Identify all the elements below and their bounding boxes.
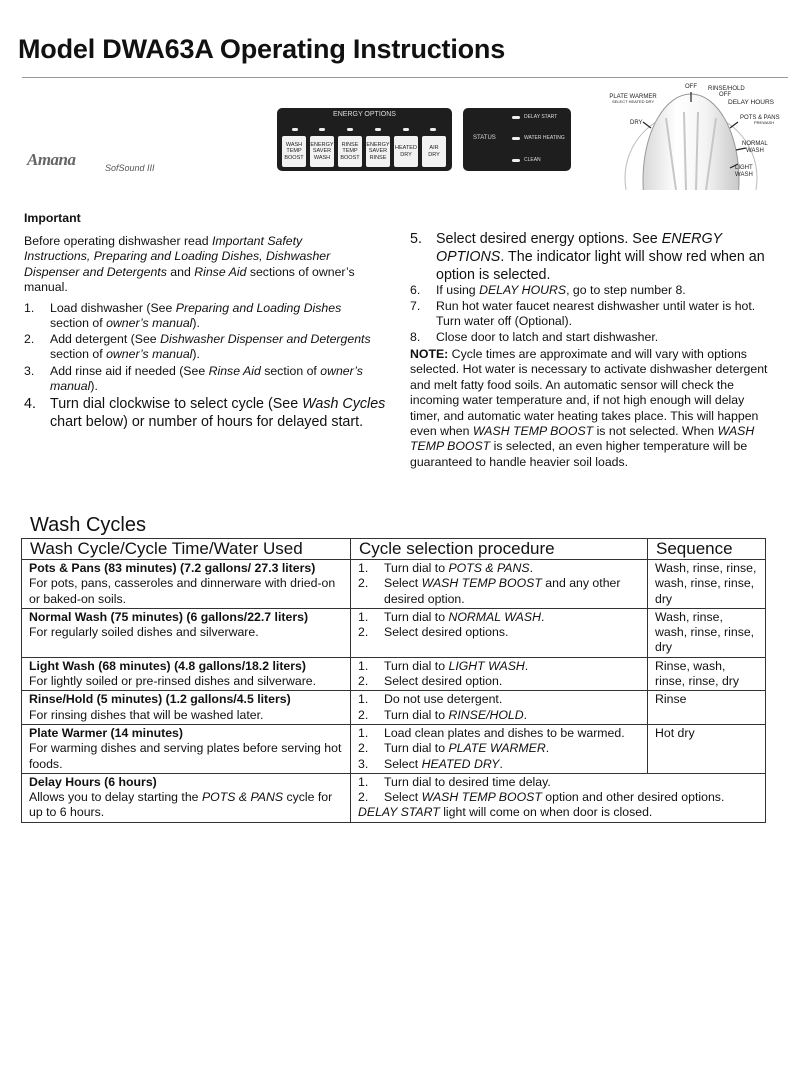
procedure-cell: 1. Do not use detergent. 2. Turn dial to RINSE/HOLD.: [351, 691, 648, 725]
step-number: 2.: [24, 332, 35, 346]
air-dry-button: AIR DRY: [422, 136, 446, 167]
dial-knob: [643, 94, 739, 190]
heated-dry-button: HEATED DRY: [394, 136, 418, 167]
table-row: [22, 724, 766, 773]
dial-label-pots-pans-sub: PREWASH: [754, 120, 775, 125]
dial-label-pots-pans: POTS & PANS: [740, 115, 780, 121]
step-text: Load dishwasher (See Preparing and Loading Dishes section of owner’s manual).: [50, 301, 342, 331]
cycle-cell: Pots & Pans (83 minutes) (7.2 gallons/ 27.3 liters) For pots, pans, casseroles and dinnerware with dried-on or baked-on soils.: [22, 560, 351, 609]
dial-label-light: LIGHT: [735, 165, 753, 171]
indicator-led: [403, 128, 409, 131]
energy-saver-wash-button: ENERGY SAVER WASH: [310, 136, 334, 167]
dial-label-off-2: OFF: [719, 92, 731, 98]
note-label: NOTE:: [410, 347, 449, 361]
brand-logo: Amana: [27, 150, 76, 169]
column-header: Sequence: [648, 539, 766, 560]
sequence-cell: Wash, rinse, rinse, wash, rinse, rinse, dry: [648, 560, 766, 609]
wash-temp-boost-button: WASH TEMP BOOST: [282, 136, 306, 167]
intro-paragraph: [24, 234, 369, 296]
step-text: If using DELAY HOURS, go to step number 8.: [436, 283, 686, 297]
table-header-row: [22, 539, 766, 560]
sequence-cell: Rinse: [648, 691, 766, 725]
table-row: [22, 608, 766, 657]
intro-text: Before operating dishwasher read: [24, 234, 212, 248]
intro-italic: Important Safety Instructions, Preparing and Loading Dishes, Dishwasher Dispenser and Detergents: [24, 234, 331, 279]
water-heating-led: [512, 137, 520, 140]
dial-label-plate-warmer-sub: SELECT HEATED DRY: [611, 99, 655, 104]
cycle-dial: [578, 78, 788, 190]
sequence-cell: Hot dry: [648, 724, 766, 773]
note-paragraph: NOTE: Cycle times are approximate and will vary with options selected. Hot water is necessary to activate dishwasher detergent and melt fatty food soils. An automatic sensor will check the incoming water temperature and, if not high enough will delay timer, and automatic water heating takes place. This will happen even when WASH TEMP BOOST is not selected. When WASH TEMP BOOST is selected, an even higher temperature will be guaranteed to handle heavier soil loads.: [410, 347, 768, 469]
procedure-cell: 1. Turn dial to POTS & PANS. 2. Select WASH TEMP BOOST and any other desired option.: [351, 560, 648, 609]
column-header: Cycle selection procedure: [351, 539, 648, 560]
clean-label: CLEAN: [524, 157, 541, 163]
brand-model-name: SofSound III: [105, 163, 155, 173]
step-text: Select desired energy options. See ENERGY OPTIONS. The indicator light will show red when an option is selected.: [436, 231, 765, 283]
cycle-cell: Normal Wash (75 minutes) (6 gallons/22.7 liters) For regularly soiled dishes and silverware.: [22, 608, 351, 657]
step-text: Close door to latch and start dishwasher.: [436, 330, 659, 344]
procedure-cell: 1. Load clean plates and dishes to be warmed. 2. Turn dial to PLATE WARMER. 3. Select HEATED DRY.: [351, 724, 648, 773]
rinse-temp-boost-button: RINSE TEMP BOOST: [338, 136, 362, 167]
step-text: Run hot water faucet nearest dishwasher until water is hot. Turn water off (Optional).: [436, 299, 756, 329]
indicator-led: [375, 128, 381, 131]
dial-label-normal: NORMAL: [742, 141, 768, 147]
cycle-cell: Delay Hours (6 hours) Allows you to delay starting the POTS & PANS cycle for up to 6 hours.: [22, 773, 351, 822]
step-number: 3.: [24, 364, 35, 378]
step-number: 7.: [410, 299, 421, 313]
table-row: [22, 560, 766, 609]
cycle-cell: Light Wash (68 minutes) (4.8 gallons/18.2 liters) For lightly soiled or pre-rinsed dishes and silverware.: [22, 657, 351, 691]
status-panel: [463, 108, 571, 171]
dial-tick: [730, 122, 738, 128]
table-row: [22, 773, 766, 822]
wash-cycles-table: [21, 538, 766, 823]
dial-tick: [643, 122, 651, 128]
wash-cycles-heading: Wash Cycles: [30, 514, 146, 536]
dial-label-dry: DRY: [630, 120, 643, 126]
step-text: Add detergent (See Dishwasher Dispenser and Detergents section of owner’s manual).: [50, 332, 371, 362]
intro-text: and: [166, 264, 195, 279]
indicator-led: [319, 128, 325, 131]
energy-options-title: ENERGY OPTIONS: [333, 111, 396, 118]
indicator-led: [292, 128, 298, 131]
dial-label-off: OFF: [685, 84, 697, 90]
table-row: [22, 657, 766, 691]
page-title: Model DWA63A Operating Instructions: [18, 34, 506, 64]
dial-tick: [736, 148, 746, 150]
clean-led: [512, 159, 520, 162]
sequence-cell: Rinse, wash, rinse, rinse, dry: [648, 657, 766, 691]
energy-saver-rinse-button: ENERGY SAVER RINSE: [366, 136, 390, 167]
step-number: 5.: [410, 231, 422, 247]
procedure-cell: 1. Turn dial to LIGHT WASH. 2. Select desired option.: [351, 657, 648, 691]
delay-start-label: DELAY START: [524, 114, 558, 120]
intro-text: sections of owner’s manual.: [24, 264, 355, 295]
dial-label-normal-wash: WASH: [746, 148, 764, 154]
dial-label-rinse-hold: RINSE/HOLD: [708, 86, 745, 92]
water-heating-label: WATER HEATING: [524, 135, 565, 141]
energy-options-panel: [277, 108, 452, 171]
important-heading: Important: [24, 211, 81, 225]
step-text: Add rinse aid if needed (See Rinse Aid section of owner’s manual).: [50, 364, 363, 394]
status-title: STATUS: [473, 135, 496, 141]
delay-start-led: [512, 116, 520, 119]
cycle-cell: Plate Warmer (14 minutes) For warming dishes and serving plates before serving hot foods.: [22, 724, 351, 773]
dial-label-light-wash: WASH: [735, 172, 753, 178]
intro-italic: Rinse Aid: [194, 264, 247, 279]
step-number: 4.: [24, 396, 36, 412]
dial-label-plate-warmer: PLATE WARMER: [609, 94, 657, 100]
step-number: 8.: [410, 330, 421, 344]
table-row: [22, 691, 766, 725]
indicator-led: [430, 128, 436, 131]
column-header: Wash Cycle/Cycle Time/Water Used: [22, 539, 351, 560]
step-text: Turn dial clockwise to select cycle (See Wash Cycles chart below) or number of hours for delayed start.: [50, 396, 386, 430]
sequence-cell: Wash, rinse, wash, rinse, rinse, dry: [648, 608, 766, 657]
step-number: 1.: [24, 301, 35, 315]
indicator-led: [347, 128, 353, 131]
step-number: 6.: [410, 283, 421, 297]
procedure-cell: 1. Turn dial to NORMAL WASH. 2. Select desired options.: [351, 608, 648, 657]
procedure-cell: 1. Turn dial to desired time delay. 2. Select WASH TEMP BOOST option and other desired options. DELAY START light will come on when door is closed.: [351, 773, 766, 822]
dial-label-delay-hours: DELAY HOURS: [728, 99, 774, 106]
cycle-cell: Rinse/Hold (5 minutes) (1.2 gallons/4.5 liters) For rinsing dishes that will be washed later.: [22, 691, 351, 725]
